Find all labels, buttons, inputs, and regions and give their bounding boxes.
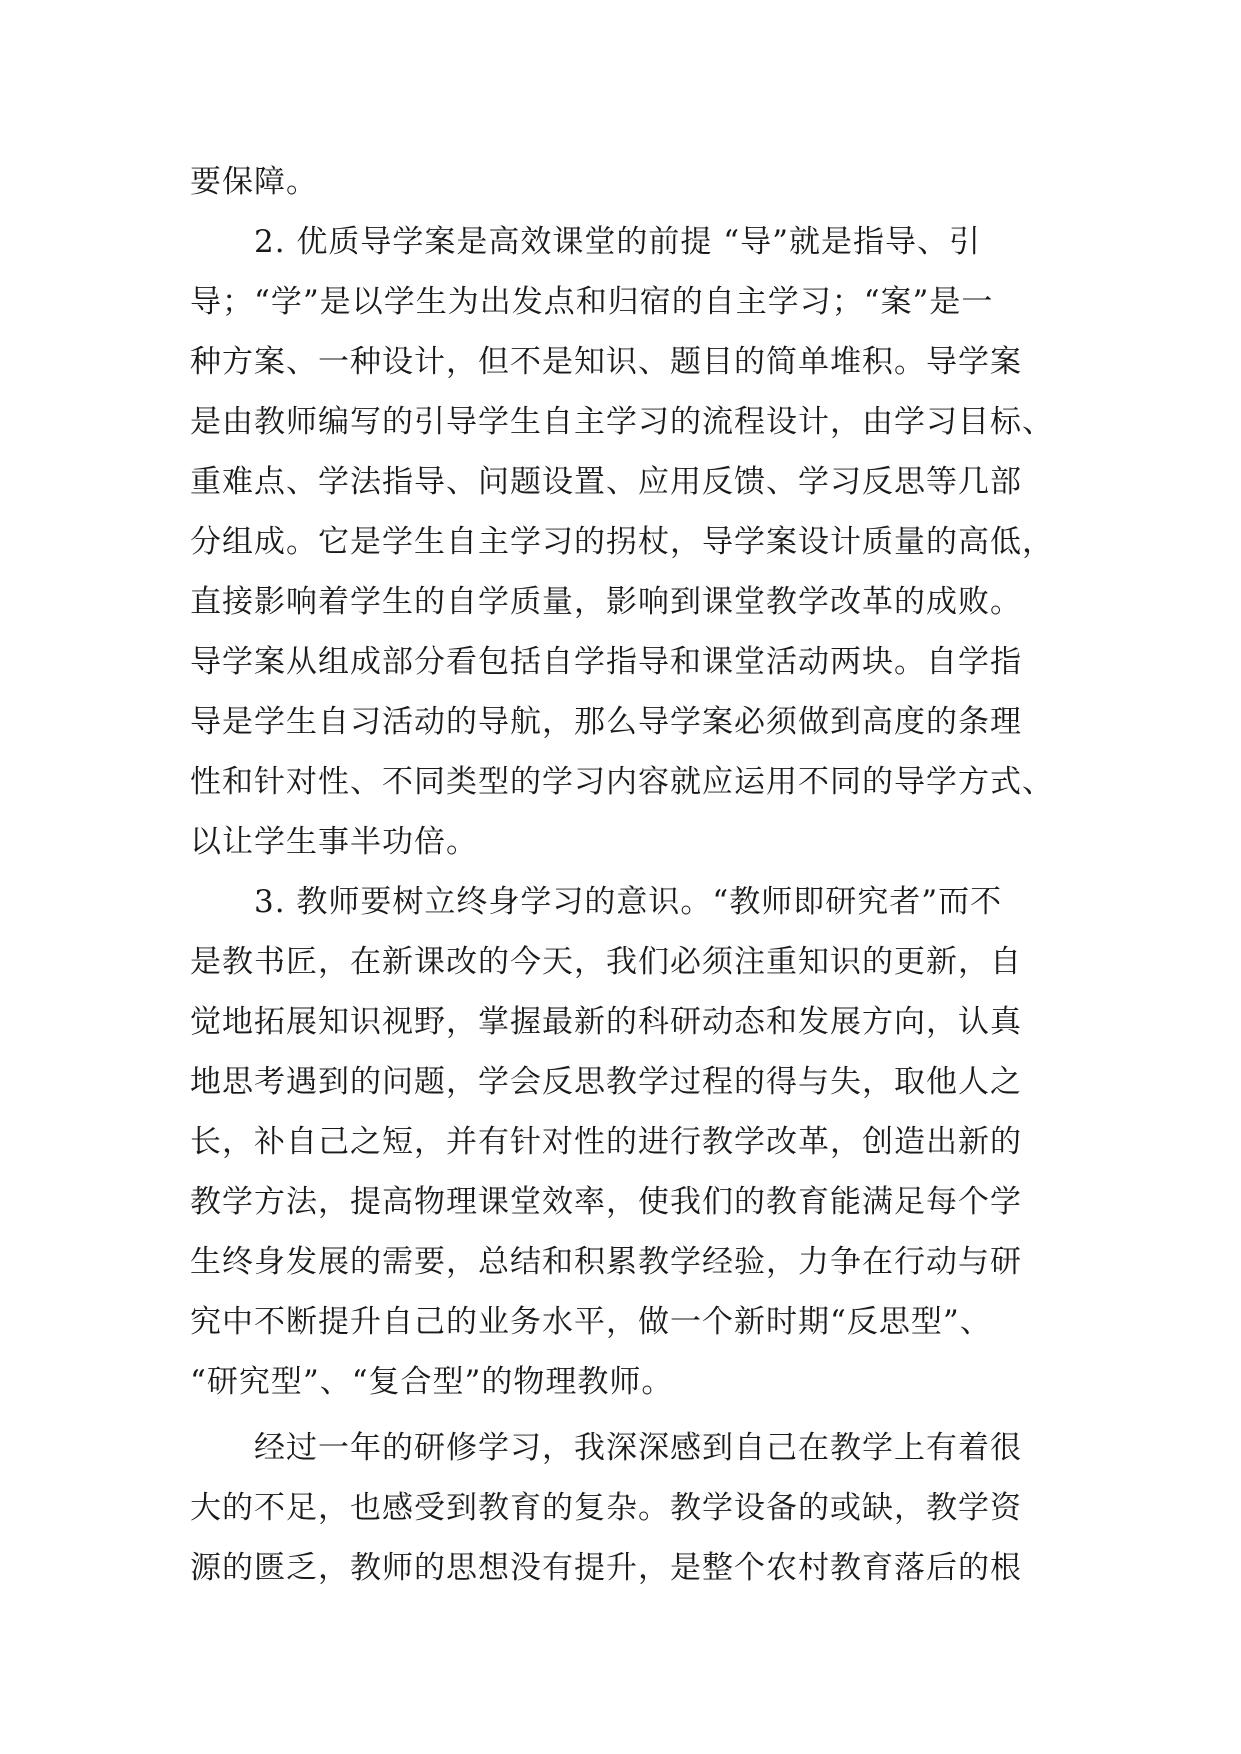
- text-line: 重难点、学法指导、问题设置、应用反馈、学习反思等几部: [190, 464, 1022, 500]
- text-line: 以让学生事半功倍。: [190, 824, 478, 860]
- text-line: 究中不断提升自己的业务水平，做一个新时期“反思型”、: [190, 1304, 992, 1340]
- paragraph-first-line: 2. 优质导学案是高效课堂的前提 “导”就是指导、引: [254, 224, 981, 260]
- text-line: 直接影响着学生的自学质量，影响到课堂教学改革的成败。: [190, 584, 1022, 620]
- paragraph-first-line: 经过一年的研修学习，我深深感到自己在教学上有着很: [254, 1430, 1022, 1466]
- text-line: 导是学生自习活动的导航，那么导学案必须做到高度的条理: [190, 704, 1022, 740]
- text-line: 导学案从组成部分看包括自学指导和课堂活动两块。自学指: [190, 644, 1022, 680]
- text-line: “研究型”、“复合型”的物理教师。: [190, 1364, 674, 1400]
- text-line: 教学方法，提高物理课堂效率，使我们的教育能满足每个学: [190, 1184, 1022, 1220]
- text-line: 种方案、一种设计，但不是知识、题目的简单堆积。导学案: [190, 344, 1022, 380]
- text-line: 长，补自己之短，并有针对性的进行教学改革，创造出新的: [190, 1124, 1022, 1160]
- text-line: 要保障。: [190, 164, 318, 200]
- text-line: 导；“学”是以学生为出发点和归宿的自主学习；“案”是一: [190, 284, 994, 320]
- text-line: 大的不足，也感受到教育的复杂。教学设备的或缺，教学资: [190, 1490, 1022, 1526]
- text-line: 源的匮乏，教师的思想没有提升，是整个农村教育落后的根: [190, 1550, 1022, 1586]
- document-body: [190, 152, 1070, 1598]
- text-line: 分组成。它是学生自主学习的拐杖，导学案设计质量的高低，: [190, 524, 1054, 560]
- paragraph-first-line: 3. 教师要树立终身学习的意识。“教师即研究者”而不: [254, 884, 1003, 920]
- text-line: 是由教师编写的引导学生自主学习的流程设计，由学习目标、: [190, 404, 1054, 440]
- text-line: 觉地拓展知识视野，掌握最新的科研动态和发展方向，认真: [190, 1004, 1022, 1040]
- text-line: 地思考遇到的问题，学会反思教学过程的得与失，取他人之: [190, 1064, 1022, 1100]
- text-line: 性和针对性、不同类型的学习内容就应运用不同的导学方式、: [190, 764, 1054, 800]
- text-line: 是教书匠，在新课改的今天，我们必须注重知识的更新，自: [190, 944, 1022, 980]
- text-line: 生终身发展的需要，总结和积累教学经验，力争在行动与研: [190, 1244, 1022, 1280]
